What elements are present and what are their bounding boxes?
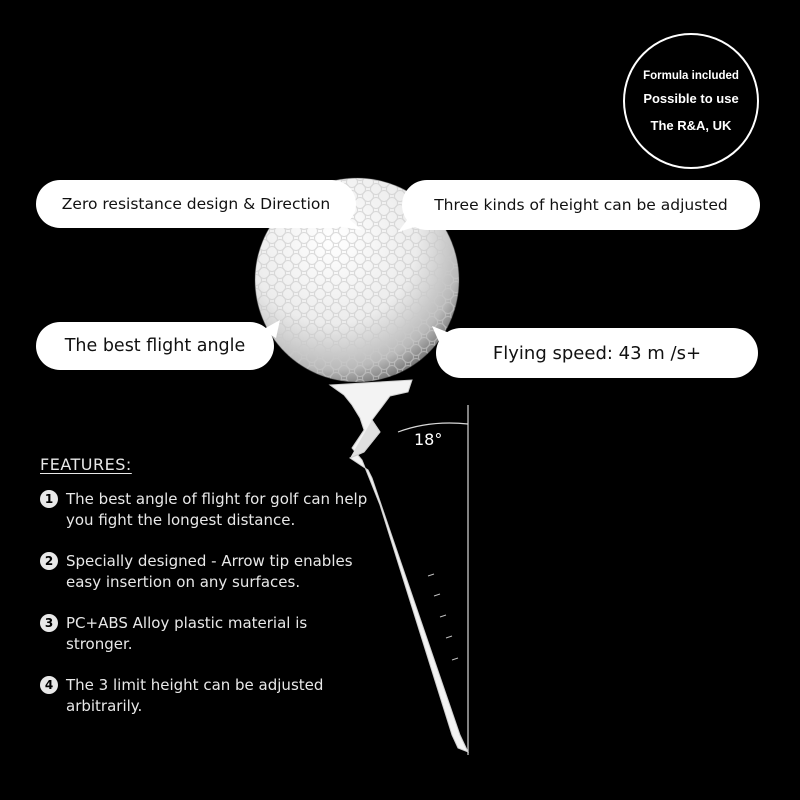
feature-item [40,613,376,655]
angle-label: 18° [414,430,443,449]
feature-text: PC+ABS Alloy plastic material is stronger. [66,614,308,653]
bubble-flying-speed [436,328,758,378]
bubble-flight-angle [36,322,274,370]
bubble-height-adjust [402,180,760,230]
feature-number-icon: 3 [40,614,58,632]
certification-badge [623,33,759,169]
bubble-zero-resistance [36,180,356,228]
features-section [40,455,376,737]
feature-number-icon: 4 [40,676,58,694]
feature-number-icon: 1 [40,490,58,508]
feature-text: Specially designed - Arrow tip enables easy insertion on any surfaces. [66,552,353,591]
features-title: FEATURES: [40,455,132,474]
feature-number-icon: 2 [40,552,58,570]
angle-indicator [398,405,468,755]
feature-text: The 3 limit height can be adjusted arbitrarily. [66,676,324,715]
feature-item [40,551,376,593]
badge-line-1: Formula included [643,69,739,82]
bubble-flying-speed-text: Flying speed: 43 m /s+ [492,342,702,364]
badge-line-2: Possible to use [643,90,739,106]
feature-item [40,675,376,717]
feature-item [40,489,376,531]
bubble-flight-angle-text: The best flight angle [64,336,246,356]
bubble-zero-resistance-text: Zero resistance design & Direction [61,195,331,213]
bubble-height-adjust-text: Three kinds of height can be adjusted [434,196,728,214]
feature-text: The best angle of flight for golf can help you fight the longest distance. [66,490,368,529]
badge-line-3: The R&A, UK [650,117,732,133]
